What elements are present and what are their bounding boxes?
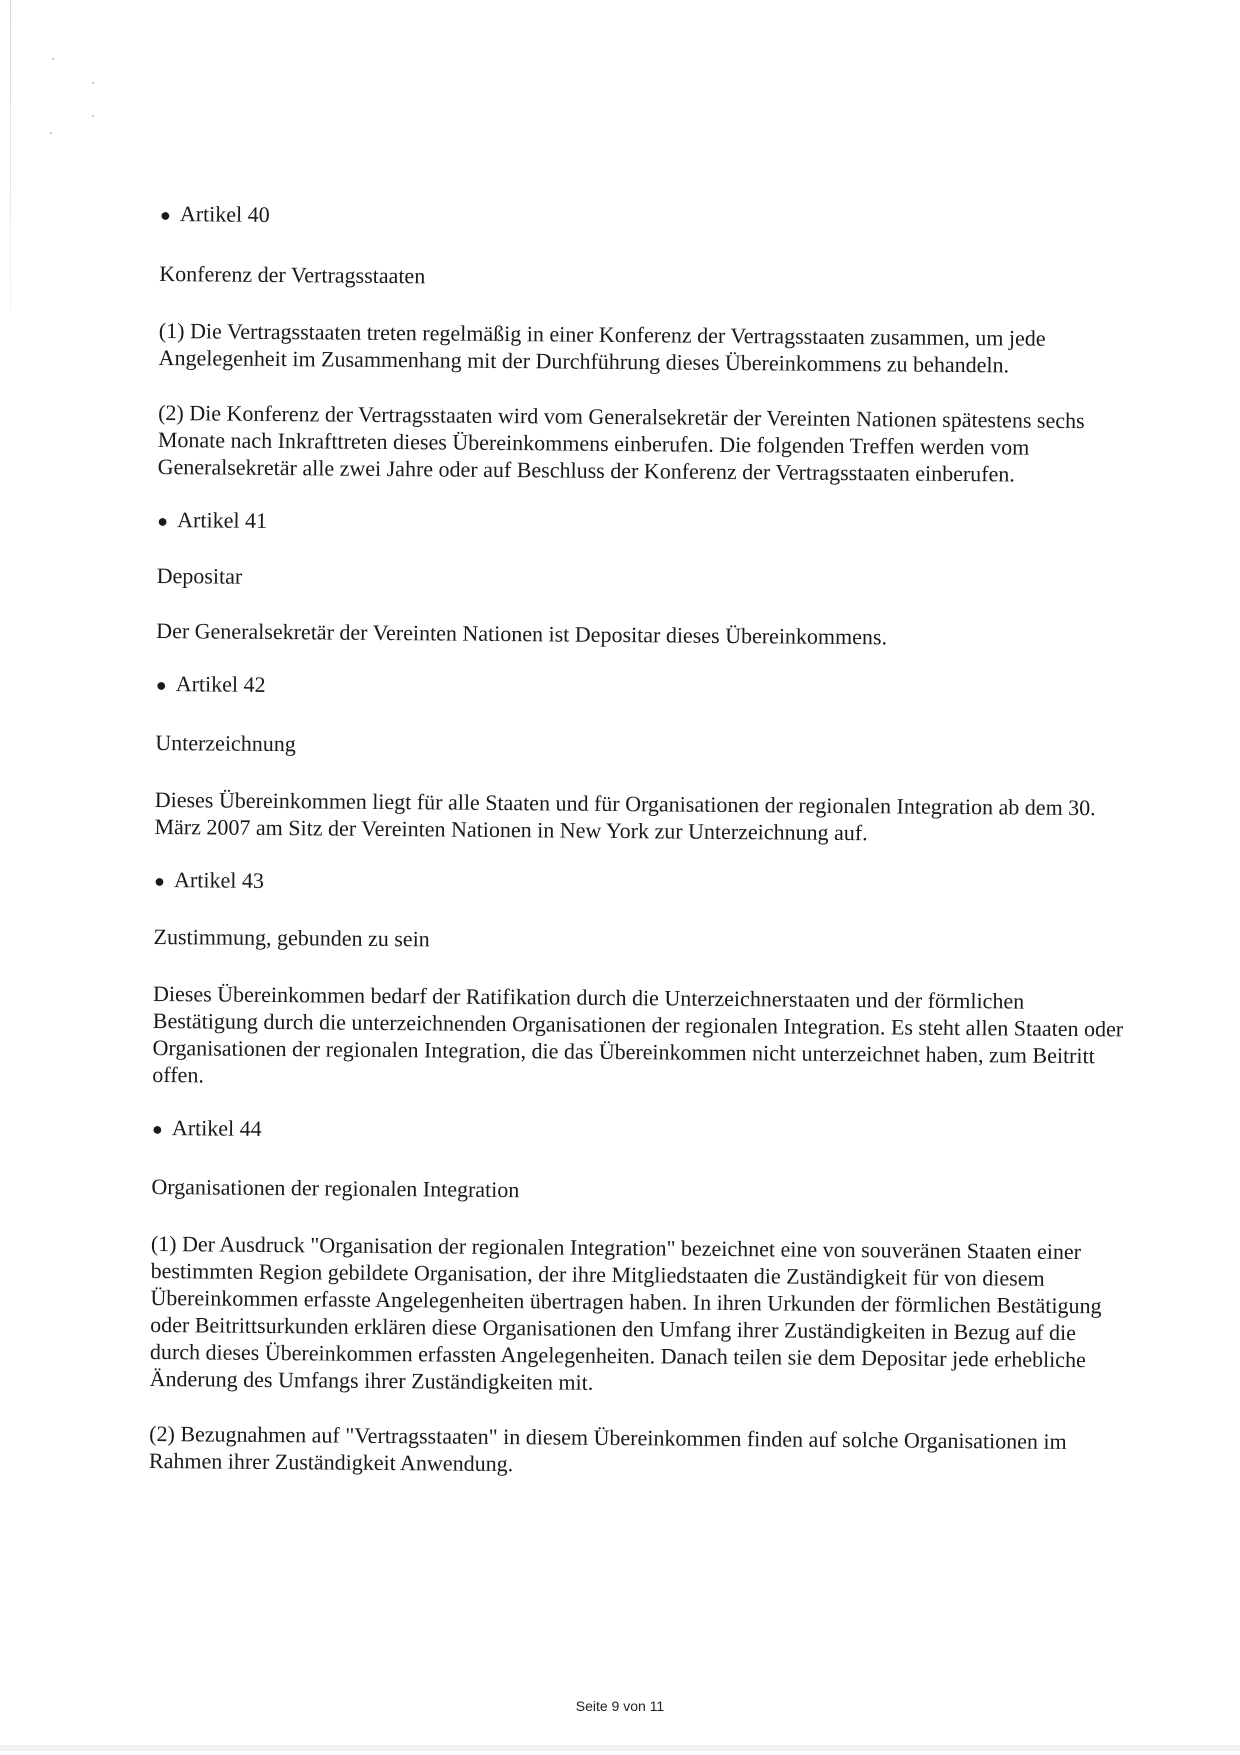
article-heading [157,506,1137,544]
article-paragraph: Dieses Übereinkommen bedarf der Ratifikation durch die Unterzeichnerstaaten und der förmlichen Bestätigung durch die unterzeichnenden Organisationen der regionalen Integration. Es steht allen Staaten oder Organisationen der regionalen Integration, die das Übereinkommen nicht unterzeichnet haben, zum Beitritt offen. [152,980,1124,1088]
scan-bottom-edge [0,1745,1240,1751]
article-paragraph: (1) Die Vertragsstaaten treten regelmäßig in einer Konferenz der Vertragsstaaten zusammen, um jede Angelegenheit im Zusammenhang mit der Durchführung dieses Übereinkommens zu behandeln. [158,317,1046,378]
bullet-icon: ● [151,1118,163,1140]
article-paragraph: (2) Die Konferenz der Vertragsstaaten wird vom Generalsekretär der Vereinten Nationen spätestens sechs Monate nach Inkrafttreten dieses Übereinkommens einberufen. Die folgenden Treffen werden vom Generalsekretär alle zwei Jahre oder auf Beschluss der Konferenz der Vertragsstaaten einberufen. [157,399,1085,487]
article-heading [156,670,1136,708]
article-heading [160,200,1140,238]
scan-speck [92,115,94,117]
article-number: Artikel 40 [179,201,270,227]
page-number: Seite 9 von 11 [575,1698,665,1714]
bullet-icon: ● [157,510,169,532]
bullet-icon: ● [155,674,167,696]
article-number: Artikel 44 [171,1115,262,1141]
article-title: Zustimmung, gebunden zu sein [153,923,430,952]
article-heading [154,866,1134,904]
article-number: Artikel 43 [173,867,265,893]
article-number: Artikel 42 [175,671,266,697]
article-paragraph: (1) Der Ausdruck "Organisation der regionalen Integration" bezeichnet eine von souveränen Staaten einer bestimmten Region gebildete Organisation, der ihre Mitgliedstaaten die Zuständigkeit für von diesem Übereinkommen erfasste Angelegenheiten übertragen haben. In ihren Urkunden der förmlichen Bestätigung oder Beitrittsurkunden erklären diese Organisationen den Umfang ihrer Zuständigkeiten in Bezug auf die durch dieses Übereinkommen erfassten Angelegenheiten. Danach teilen sie dem Depositar jede erhebliche Änderung des Umfangs ihrer Zuständigkeiten mit. [149,1230,1102,1395]
article-title: Konferenz der Vertragsstaaten [159,260,426,289]
scan-speck [92,82,94,84]
bullet-icon: ● [153,870,166,892]
article-number: Artikel 41 [177,507,268,533]
article-title: Depositar [156,562,243,589]
bullet-icon: ● [159,204,171,226]
article-heading [152,1114,1132,1152]
scan-speck [52,58,54,60]
article-paragraph: Der Generalsekretär der Vereinten Nationen ist Depositar dieses Übereinkommens. [156,617,888,650]
scan-speck [50,132,52,134]
article-paragraph: Dieses Übereinkommen liegt für alle Staaten und für Organisationen der regionalen Integration ab dem 30. März 2007 am Sitz der Vereinten Nationen in New York zur Unterzeichnung auf. [154,786,1096,846]
document-body [149,200,1140,1483]
scan-left-edge [10,0,11,310]
article-paragraph: (2) Bezugnahmen auf "Vertragsstaaten" in diesem Übereinkommen finden auf solche Organisationen im Rahmen ihrer Zuständigkeit Anwendung. [148,1420,1067,1477]
article-title: Organisationen der regionalen Integration [151,1173,520,1203]
article-title: Unterzeichnung [155,729,296,757]
